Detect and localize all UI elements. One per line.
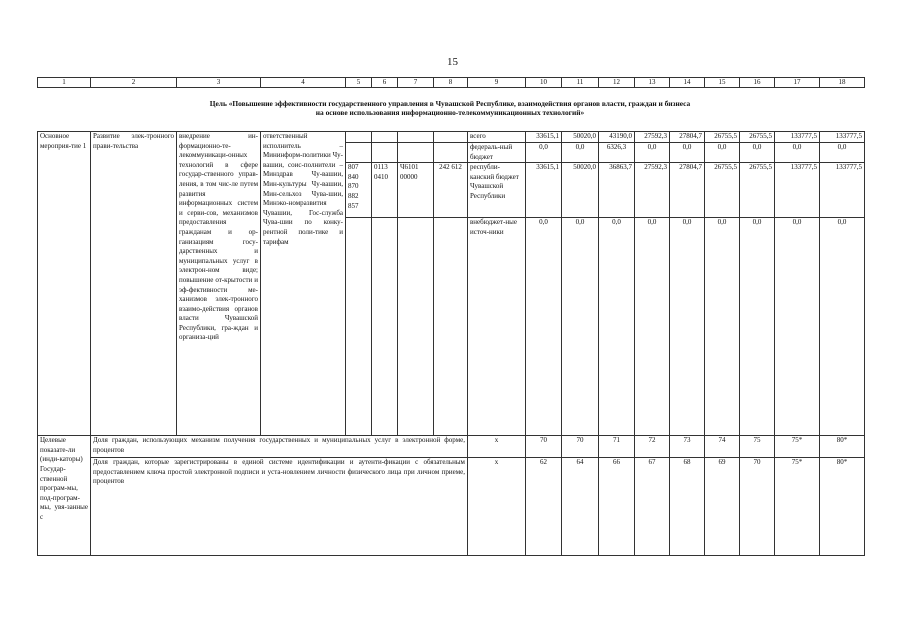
funding-value: 33615,1	[526, 163, 562, 218]
indicator-value: 75*	[775, 458, 820, 556]
header-col-5: 5	[346, 78, 372, 88]
funding-value: 26755,5	[705, 163, 740, 218]
funding-value: 0,0	[670, 218, 705, 436]
funding-value: 0,0	[562, 218, 599, 436]
funding-source: федераль-ный бюджет	[468, 143, 526, 163]
header-row	[38, 78, 865, 88]
program-table	[37, 131, 865, 556]
empty-cell	[434, 143, 468, 163]
header-col-3: 3	[177, 78, 261, 88]
funding-value: 0,0	[526, 143, 562, 163]
funding-value: 43190,0	[599, 132, 635, 143]
funding-source: всего	[468, 132, 526, 143]
indicator-value: 71	[599, 436, 635, 458]
funding-value: 36863,7	[599, 163, 635, 218]
header-col-17: 17	[775, 78, 820, 88]
header-col-10: 10	[526, 78, 562, 88]
indicator-value: 68	[670, 458, 705, 556]
funding-source: республи-канский бюджет Чувашской Республики	[468, 163, 526, 218]
indicator-value: 73	[670, 436, 705, 458]
funding-value: 26755,5	[740, 132, 775, 143]
header-col-8: 8	[434, 78, 468, 88]
header-col-1: 1	[38, 78, 91, 88]
funding-value: 27592,3	[635, 132, 670, 143]
indicator-value: 70	[740, 458, 775, 556]
header-col-6: 6	[372, 78, 398, 88]
header-col-18: 18	[820, 78, 865, 88]
funding-value: 0,0	[526, 218, 562, 436]
indicator-value: 66	[599, 458, 635, 556]
funding-value: 0,0	[740, 218, 775, 436]
header-col-14: 14	[670, 78, 705, 88]
funding-value: 26755,5	[705, 132, 740, 143]
funding-value: 133777,5	[820, 163, 865, 218]
funding-value: 0,0	[705, 218, 740, 436]
header-col-12: 12	[599, 78, 635, 88]
header-col-13: 13	[635, 78, 670, 88]
header-col-4: 4	[261, 78, 346, 88]
indicator-value: 70	[562, 436, 599, 458]
empty-cell	[346, 132, 372, 143]
empty-cell	[398, 218, 434, 436]
header-col-15: 15	[705, 78, 740, 88]
funding-value: 0,0	[635, 218, 670, 436]
empty-cell	[346, 143, 372, 163]
activity-type: Основное мероприя-тие 1	[38, 132, 91, 436]
funding-value: 33615,1	[526, 132, 562, 143]
indicator-unit: х	[468, 436, 526, 458]
target-code: Ч6101 00000	[398, 163, 434, 218]
indicator-value: 72	[635, 436, 670, 458]
funding-value: 50020,0	[562, 132, 599, 143]
indicator-value: 75	[740, 436, 775, 458]
indicator-row	[38, 436, 865, 458]
funding-value: 0,0	[740, 143, 775, 163]
activity-executors: ответственный исполнитель – Мининформ-политики Чу-вашии, соис-полнители – Минздрав Чу-вашии, Мин-культуры Чу-вашии, Мин-сельхоз Чува-шии, Минэко-номразвития Чувашии, Гос-служба Чува-шии по конку-рентной поли-тике и тарифам	[261, 132, 346, 436]
column-number-header	[37, 77, 865, 88]
header-col-7: 7	[398, 78, 434, 88]
expense-code: 242 612	[434, 163, 468, 218]
funding-value: 133777,5	[775, 132, 820, 143]
indicator-unit: х	[468, 458, 526, 556]
indicator-value: 62	[526, 458, 562, 556]
empty-cell	[398, 143, 434, 163]
funding-value: 0,0	[775, 218, 820, 436]
indicators-label: Целевые показате-ли (инди-каторы) Государ-ственной програм-мы, под-програм-мы, увя-занные с	[38, 436, 91, 556]
funding-value: 0,0	[670, 143, 705, 163]
indicator-value: 74	[705, 436, 740, 458]
section-code: 0113 0410	[372, 163, 398, 218]
empty-cell	[398, 132, 434, 143]
indicator-value: 67	[635, 458, 670, 556]
page-number: 15	[447, 56, 458, 68]
empty-cell	[346, 218, 372, 436]
empty-cell	[372, 218, 398, 436]
empty-cell	[372, 132, 398, 143]
indicator-row	[38, 458, 865, 556]
empty-cell	[372, 143, 398, 163]
funding-value: 27592,3	[635, 163, 670, 218]
funding-value: 50020,0	[562, 163, 599, 218]
funding-value: 133777,5	[775, 163, 820, 218]
funding-value: 6326,3	[599, 143, 635, 163]
funding-value: 0,0	[562, 143, 599, 163]
funding-source: внебюджет-ные источ-ники	[468, 218, 526, 436]
funding-value: 0,0	[705, 143, 740, 163]
funding-value: 0,0	[820, 218, 865, 436]
goal-title-line-1: Цель «Повышение эффективности государственного управления в Чувашской Республике, взаимодействия органов власти, граждан и бизнеса	[209, 99, 691, 108]
funding-value: 0,0	[775, 143, 820, 163]
funding-value: 133777,5	[820, 132, 865, 143]
indicator-text: Доля граждан, использующих механизм получения государственных и муниципальных услуг в электронной форме, процентов	[91, 436, 468, 458]
funding-value: 0,0	[635, 143, 670, 163]
header-col-11: 11	[562, 78, 599, 88]
empty-cell	[434, 218, 468, 436]
indicator-value: 70	[526, 436, 562, 458]
funding-value: 27804,7	[670, 132, 705, 143]
funding-value: 26755,5	[740, 163, 775, 218]
header-col-9: 9	[468, 78, 526, 88]
indicator-value: 80*	[820, 458, 865, 556]
indicator-value: 64	[562, 458, 599, 556]
indicator-value: 69	[705, 458, 740, 556]
goal-title-line-2: на основе использования информационно-телекоммуникационных технологий»	[315, 108, 585, 117]
header-col-16: 16	[740, 78, 775, 88]
empty-cell	[434, 132, 468, 143]
goal-title	[30, 99, 870, 117]
funding-value: 0,0	[820, 143, 865, 163]
table-row-total	[38, 132, 865, 143]
activity-name: Развитие элек-тронного прави-тельства	[91, 132, 177, 436]
indicator-value: 80*	[820, 436, 865, 458]
activity-description: внедрение ин-формационно-те-лекоммуникаци-онных технологий в сфере государ-ственного управ-ления, в том чис-ле путем развития информационных систем и серви-сов, механизмов предоставления гражданам и ор-ганизациям госу-дарственных и муниципальных услуг в электрон-ном виде; повышение от-крытости и эф-фективности ме-ханизмов элек-тронного взаимо-действия органов власти Чувашской Республики, гра-ждан и организа-ций	[177, 132, 261, 436]
indicator-value: 75*	[775, 436, 820, 458]
gov-code: 807 840 870 882 857	[346, 163, 372, 218]
indicator-text: Доля граждан, которые зарегистрированы в единой системе идентификации и аутенти-фикации с обязательным предоставлением ключа простой электронной подписи и уста-новлением личности физического лица при личном приеме, процентов	[91, 458, 468, 556]
funding-value: 0,0	[599, 218, 635, 436]
funding-value: 27804,7	[670, 163, 705, 218]
header-col-2: 2	[91, 78, 177, 88]
